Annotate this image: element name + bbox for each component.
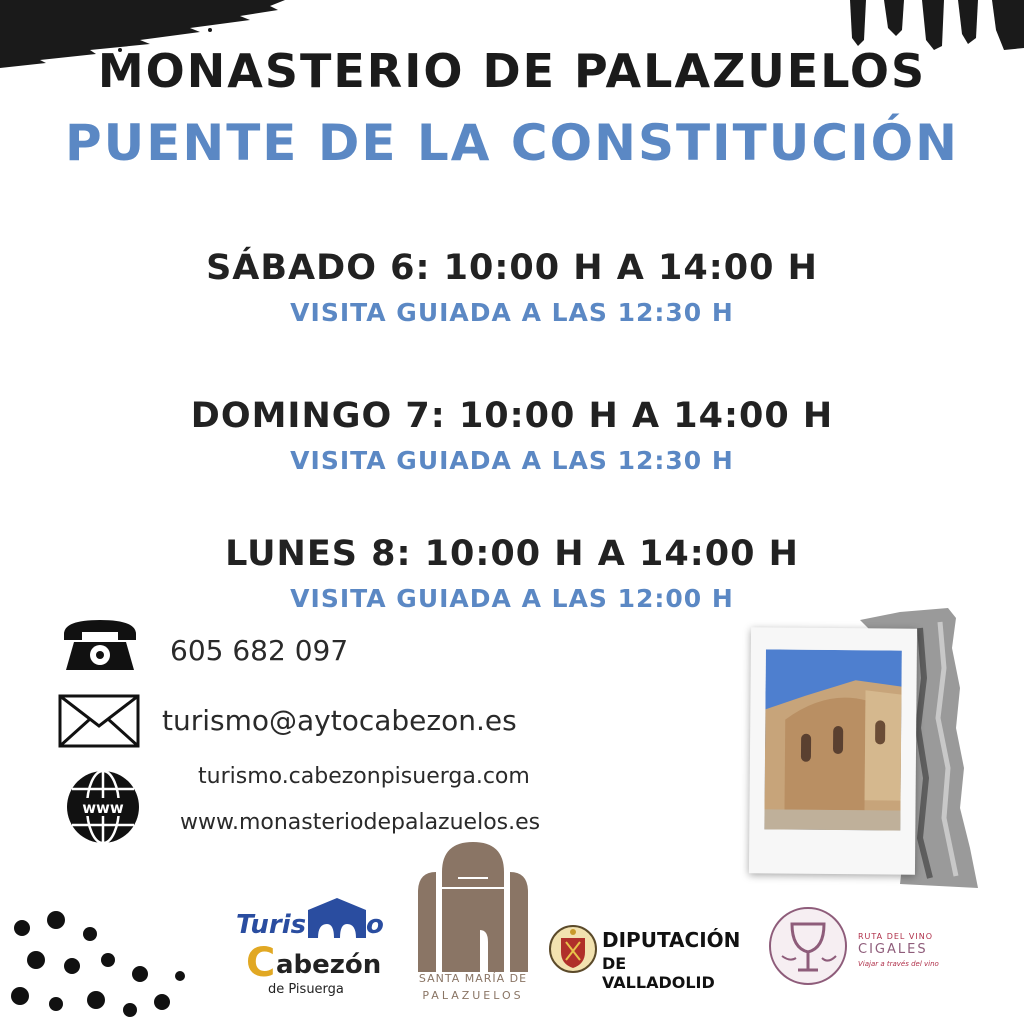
schedule-day-saturday — [0, 248, 1024, 327]
logo-diputacion-line2: DE VALLADOLID — [602, 954, 715, 992]
logo-santa-maria-line2: PALAZUELOS — [422, 989, 524, 1002]
page-subtitle: PUENTE DE LA CONSTITUCIÓN — [64, 114, 960, 172]
logo-turismo-cabezon — [232, 896, 382, 1000]
page-title: MONASTERIO DE PALAZUELOS — [97, 44, 927, 98]
monastery-photo-frame — [749, 627, 917, 874]
logo-santa-maria-line1: SANTA MARÍA DE — [418, 972, 528, 985]
globe-icon-label: www — [82, 799, 124, 817]
dots-decoration — [0, 904, 200, 1024]
logo-diputacion-line1: DIPUTACIÓN — [602, 928, 741, 952]
schedule-time: LUNES 8: 10:00 H A 14:00 H — [225, 534, 799, 574]
schedule-guided-visit: VISITA GUIADA A LAS 12:00 H — [290, 584, 734, 613]
logo-cabezon-initial: C — [246, 940, 276, 986]
logo-ruta-line2: CIGALES — [858, 942, 928, 957]
email-link[interactable]: turismo@aytocabezon.es — [162, 704, 517, 737]
logo-turismo-word: Turis — [236, 910, 307, 940]
globe-icon — [64, 768, 142, 846]
schedule-time: DOMINGO 7: 10:00 H A 14:00 H — [190, 396, 834, 436]
wine-glass-icon — [766, 904, 850, 988]
phone-icon — [60, 616, 140, 674]
phone-number[interactable]: 605 682 097 — [170, 634, 349, 667]
schedule-guided-visit: VISITA GUIADA A LAS 12:30 H — [290, 446, 734, 475]
website-link-monastery[interactable]: www.monasteriodepalazuelos.es — [180, 810, 541, 835]
bridge-icon — [308, 898, 366, 938]
schedule-guided-visit: VISITA GUIADA A LAS 12:30 H — [290, 298, 734, 327]
schedule-day-sunday — [0, 396, 1024, 475]
arches-icon — [418, 842, 528, 972]
logo-cabezon-sub: de Pisuerga — [268, 982, 344, 997]
logo-ruta-vino-cigales — [766, 904, 946, 988]
monastery-photo — [764, 649, 902, 830]
schedule-time: SÁBADO 6: 10:00 H A 14:00 H — [206, 248, 818, 288]
logo-diputacion-valladolid — [548, 922, 741, 992]
logo-ruta-line1: RUTA DEL VINO — [858, 932, 934, 941]
website-link-tourism[interactable]: turismo.cabezonpisuerga.com — [198, 764, 530, 789]
logo-turismo-o: o — [366, 910, 384, 940]
logo-cabezon-word: abezón — [276, 950, 382, 980]
schedule-day-monday — [0, 534, 1024, 613]
coat-of-arms-icon — [548, 924, 598, 974]
logo-ruta-line3: Viajar a través del vino — [858, 960, 939, 968]
logo-santa-maria-palazuelos — [410, 842, 536, 1006]
envelope-icon — [58, 694, 140, 748]
